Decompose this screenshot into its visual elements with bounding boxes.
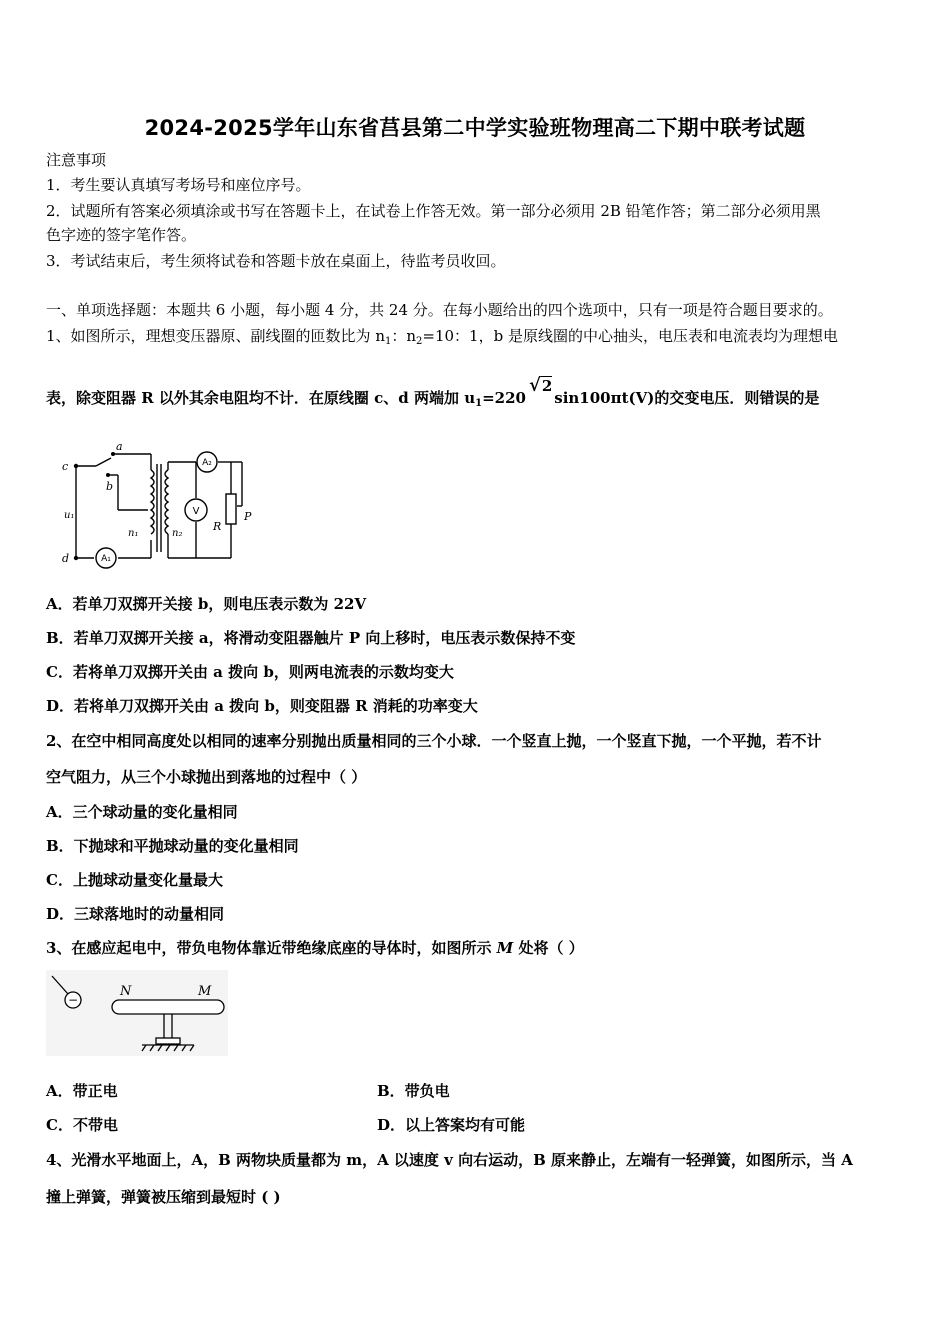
resistor-R-label: R: [213, 520, 222, 533]
q3-option-c[interactable]: C．不带电: [46, 1116, 118, 1134]
q1-option-c[interactable]: C．若将单刀双掷开关由 a 拨向 b，则两电流表的示数均变大: [46, 663, 454, 681]
q1-stem-line1: 1、如图所示，理想变压器原、副线圈的匝数比为 $n_1$：$n_2=10$：1，b 是原线圈的中心抽头，电压表和电流表均为理想电: [46, 327, 838, 347]
notice-item: 2．试题所有答案必须填涂或书写在答题卡上，在试卷上作答无效。第一部分必须用 2B 铅笔作答；第二部分必须用黑: [46, 202, 821, 220]
notice-item: 1．考生要认真填写考场号和座位序号。: [46, 176, 311, 194]
slider-P-label: P: [244, 510, 252, 523]
negative-charge-sign: −: [67, 993, 79, 1007]
contact-b-label: b: [106, 480, 114, 493]
terminal-c-label: c: [62, 460, 69, 473]
q2-option-b[interactable]: B．下抛球和平抛球动量的变化量相同: [46, 837, 299, 855]
transformer-circuit-figure: [56, 440, 256, 572]
q2-option-d[interactable]: D．三球落地时的动量相同: [46, 905, 225, 923]
q3-option-a[interactable]: A．带正电: [46, 1082, 118, 1100]
end-M-label: M: [198, 984, 212, 999]
q2-stem-line2: 空气阻力，从三个小球抛出到落地的过程中（ ）: [46, 768, 367, 786]
u1-label: u₁: [64, 510, 75, 521]
q4-stem-line1: 4、光滑水平地面上，A，B 两物块质量都为 m，A 以速度 v 向右运动，B 原来静止，左端有一轻弹簧，如图所示，当 A: [46, 1151, 853, 1169]
terminal-d-label: d: [62, 552, 70, 565]
q1-stem-line2: 表，除变阻器 R 以外其余电阻均不计．在原线圈 c、d 两端加 $u_1=220√2\sin 100\pi t(V)$的交变电压．则错误的是: [46, 375, 820, 409]
ammeter-A1-label: A₁: [101, 554, 111, 564]
q2-option-c[interactable]: C．上抛球动量变化量最大: [46, 871, 223, 889]
q1-option-a[interactable]: A．若单刀双掷开关接 b，则电压表示数为 22V: [46, 595, 367, 613]
ammeter-A2-label: A₂: [202, 458, 212, 468]
q2-stem-line1: 2、在空中相同高度处以相同的速率分别抛出质量相同的三个小球．一个竖直上抛，一个竖直下抛，一个平抛，若不计: [46, 732, 822, 750]
n2-label: n₂: [172, 528, 183, 539]
n1-label: n₁: [128, 528, 139, 539]
induction-conductor-figure: [46, 970, 228, 1056]
notice-heading: 注意事项: [46, 151, 107, 169]
q4-stem-line2: 撞上弹簧，弹簧被压缩到最短时 ( ): [46, 1188, 281, 1206]
notice-item: 3．考试结束后，考生须将试卷和答题卡放在桌面上，待监考员收回。: [46, 252, 506, 270]
end-N-label: N: [120, 984, 132, 999]
q3-option-d[interactable]: D．以上答案均有可能: [377, 1116, 526, 1134]
contact-a-label: a: [116, 440, 123, 453]
voltmeter-V-label: V: [192, 506, 200, 517]
q3-option-b[interactable]: B．带负电: [377, 1082, 450, 1100]
section-heading: 一、单项选择题：本题共 6 小题，每小题 4 分，共 24 分。在每小题给出的四个选项中，只有一项是符合题目要求的。: [46, 301, 833, 319]
notice-item: 色字迹的签字笔作答。: [46, 226, 197, 244]
sqrt-symbol: √2: [528, 375, 553, 396]
q1-option-d[interactable]: D．若将单刀双掷开关由 a 拨向 b，则变阻器 R 消耗的功率变大: [46, 697, 478, 715]
q2-option-a[interactable]: A．三个球动量的变化量相同: [46, 803, 238, 821]
page-title: 2024-2025学年山东省莒县第二中学实验班物理高二下期中联考试题: [144, 116, 806, 140]
q1-option-b[interactable]: B．若单刀双掷开关接 a，将滑动变阻器触片 P 向上移时，电压表示数保持不变: [46, 629, 576, 647]
q3-stem: 3、在感应起电中，带负电物体靠近带绝缘底座的导体时，如图所示 M 处将（ ）: [46, 939, 584, 957]
